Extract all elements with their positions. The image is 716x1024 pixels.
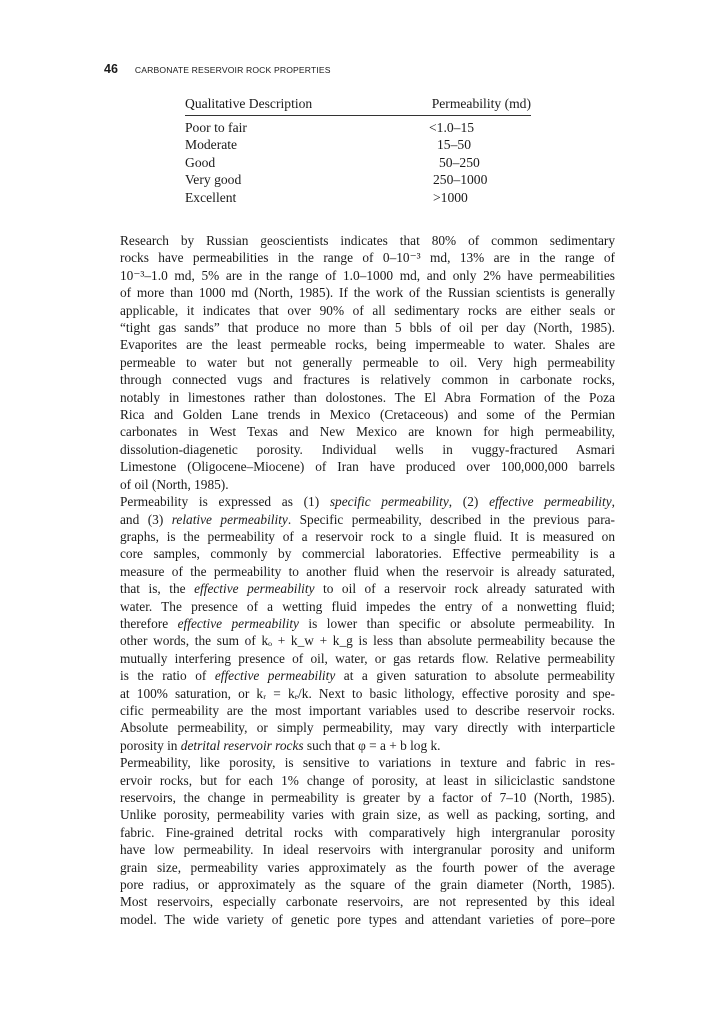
text-line: Research by Russian geoscientists indicates that 80% of common sedimentary (120, 233, 615, 248)
text-line: mutually interfering presence of oil, water, or gas retards flow. Relative permeability (120, 650, 615, 666)
table-cell: 15–50 (437, 137, 471, 153)
table-cell: >1000 (433, 189, 468, 205)
text-line: pore radius, or approximately as the square of the grain diameter (North, 1985). (120, 877, 615, 893)
text-line: cific permeability are the most important variables used to describe reservoir rocks. (120, 702, 615, 718)
text-line: notably in limestones rather than dolostones. The El Abra Formation of the Poza (120, 389, 615, 405)
text-line: Rica and Golden Lane trends in Mexico (Cretaceous) and some of the Permian (120, 407, 615, 423)
text-line: Permeability is expressed as (1) specific permeability, (2) effective permeability, (120, 494, 615, 510)
table-header-row (185, 95, 531, 115)
text-line: through connected vugs and fractures is relatively common in carbonate rocks, (120, 372, 615, 388)
column-header: Permeability (md) (431, 96, 531, 111)
table-row (185, 119, 531, 136)
text-line: Unlike porosity, permeability varies with grain size, as well as packing, sorting, and (120, 807, 615, 823)
text-line: Most reservoirs, especially carbonate reservoirs, are not represented by this ideal (120, 894, 615, 910)
paragraph (104, 232, 615, 493)
page-header (104, 62, 331, 76)
text-line: 10⁻³–1.0 md, 5% are in the range of 1.0–1000 md, and only 2% have permeabilities (120, 267, 615, 283)
text-line: porosity in detrital reservoir rocks such that φ = a + b log k. (120, 737, 441, 753)
text-line: dissolution-diagenetic porosity. Individual wells in vuggy-fractured Asmari (120, 441, 615, 457)
text-line: ervoir rocks, but for each 1% change of porosity, at least in siliciclastic sandstone (120, 772, 615, 788)
text-line: graphs, is the permeability of a reservoir rock to a single fluid. It is measured on (120, 528, 615, 544)
text-line: grain size, permeability varies approximately as the fourth power of the average (120, 859, 615, 875)
table-row (185, 154, 531, 171)
table-cell: Excellent (185, 189, 237, 205)
text-line: Permeability, like porosity, is sensitive to variations in texture and fabric in res- (120, 755, 615, 771)
table-cell: Very good (185, 172, 242, 188)
text-line: water. The presence of a wetting fluid impedes the entry of a nonwetting fluid; (120, 598, 615, 614)
body-text (104, 232, 615, 928)
paragraph (104, 754, 615, 928)
column-header: Qualitative Description (185, 96, 313, 111)
table-row (185, 171, 531, 188)
text-line: and (3) relative permeability. Specific permeability, described in the previous para- (120, 511, 615, 527)
text-line: other words, the sum of kₒ + k_w + k_g is less than absolute permeability because the (120, 633, 615, 649)
text-line: carbonates in West Texas and New Mexico are known for high permeability, (120, 424, 615, 440)
text-line: fabric. Fine-grained detrital rocks with comparatively high intergranular porosity (120, 824, 615, 840)
page-number: 46 (104, 62, 118, 76)
table-rule (185, 115, 531, 116)
table-cell: Moderate (185, 137, 238, 153)
text-line: core samples, commonly by commercial laboratories. Effective permeability is a (120, 546, 615, 562)
text-line: model. The wide variety of genetic pore types and attendant varieties of pore–pore (120, 911, 615, 927)
text-line: is the ratio of effective permeability at a given saturation to absolute permeability (120, 668, 615, 684)
text-line: Evaporites are the least permeable rocks, being impermeable to water. Shales are (120, 337, 615, 353)
running-title: CARBONATE RESERVOIR ROCK PROPERTIES (134, 65, 331, 75)
text-line: permeable to water but not generally permeable to oil. Very high permeability (120, 354, 615, 370)
table-cell: 250–1000 (433, 172, 488, 188)
text-line: “tight gas sands” that produce no more than 5 bbls of oil per day (North, 1985). (120, 320, 615, 336)
table-cell: 50–250 (439, 154, 480, 170)
text-line: Limestone (Oligocene–Miocene) of Iran have produced over 100,000,000 barrels (120, 459, 615, 475)
table-cell: <1.0–15 (429, 120, 475, 135)
table-row (185, 136, 531, 153)
text-line: therefore effective permeability is lower than specific or absolute permeability. In (120, 615, 615, 631)
text-line: at 100% saturation, or kᵣ = kₑ/k. Next to basic lithology, effective porosity and spe- (120, 685, 615, 701)
permeability-table (185, 95, 531, 206)
text-line: of more than 1000 md (North, 1985). If the work of the Russian scientists is generally (120, 285, 615, 301)
text-line: rocks have permeabilities in the range of 0–10⁻³ md, 13% are in the range of (120, 250, 615, 266)
text-line: that is, the effective permeability to oil of a reservoir rock already saturated with (120, 581, 615, 597)
text-line: have low permeability. In ideal reservoirs with intergranular porosity and uniform (120, 842, 615, 858)
table-cell: Good (185, 154, 216, 170)
text-line: measure of the permeability to another fluid when the reservoir is already saturated, (120, 563, 615, 579)
text-line: applicable, it indicates that over 90% of all sedimentary rocks are either seals or (120, 302, 615, 318)
text-line: Absolute permeability, or simply permeability, may vary directly with interparticle (120, 720, 615, 736)
table-cell: Poor to fair (185, 120, 247, 135)
paragraph (104, 493, 615, 754)
text-line: of oil (North, 1985). (120, 476, 229, 492)
table-row (185, 189, 531, 206)
text-line: reservoirs, the change in permeability is greater by a factor of 7–10 (North, 1985). (120, 790, 615, 805)
